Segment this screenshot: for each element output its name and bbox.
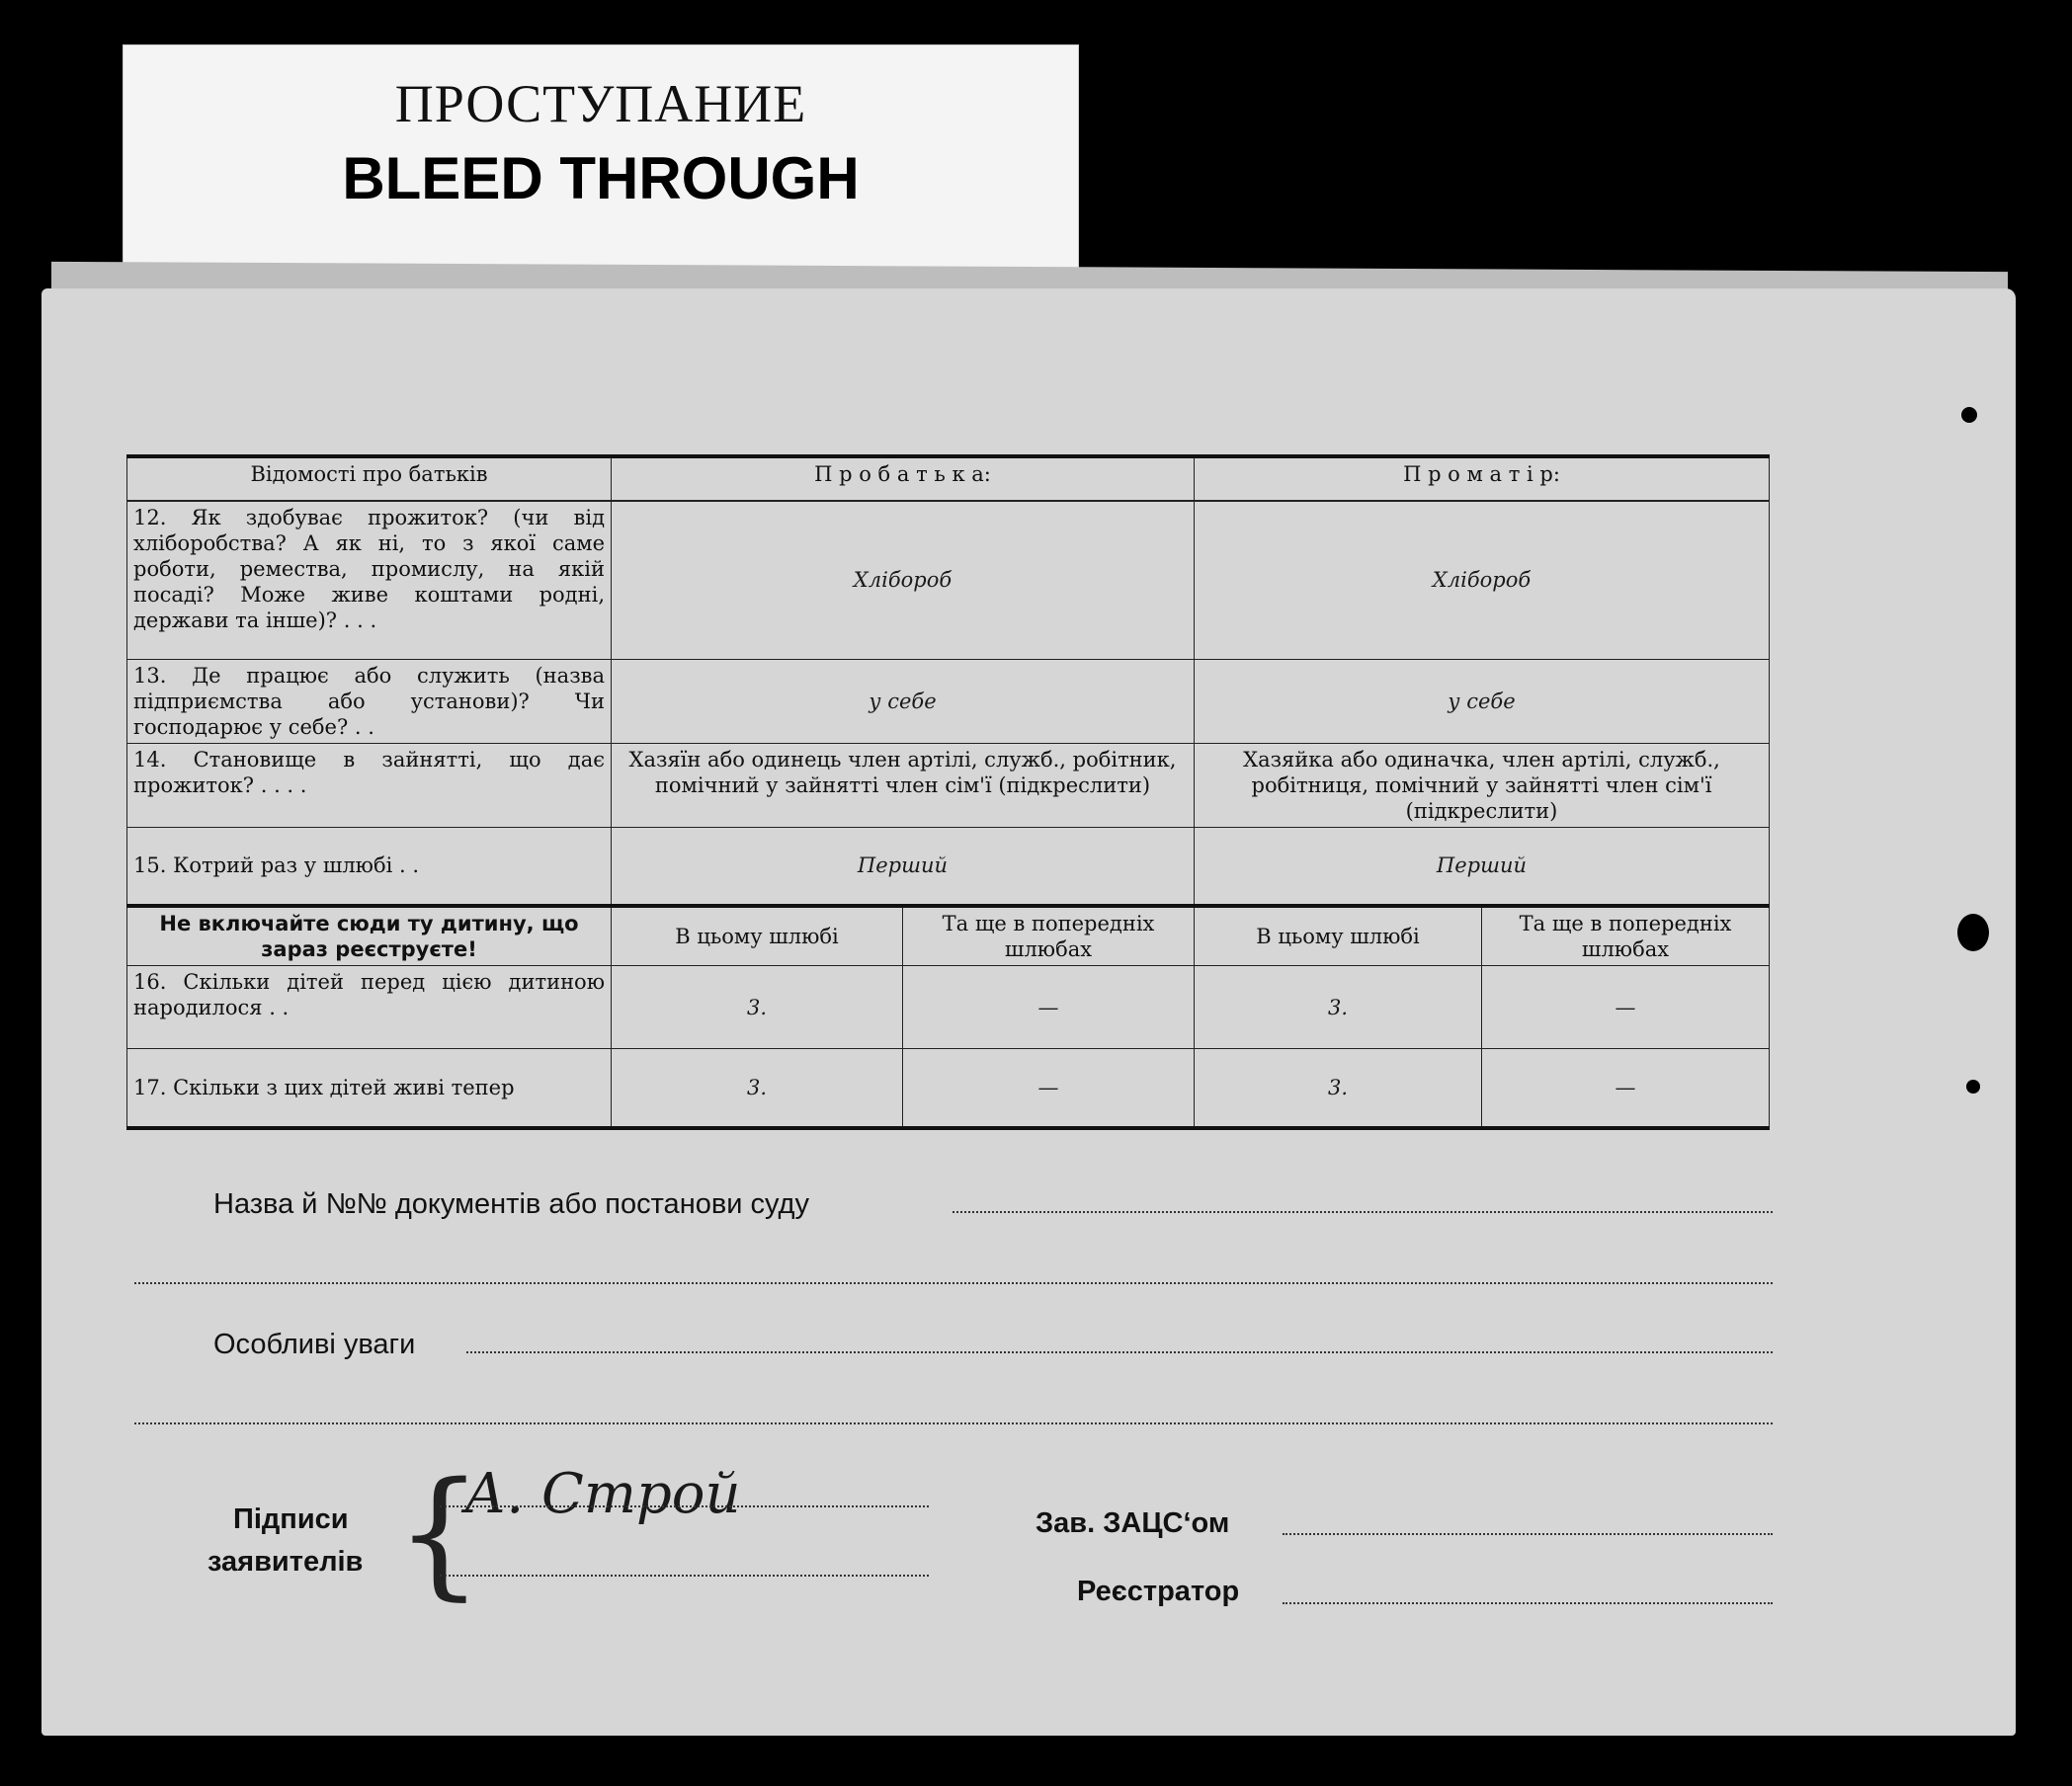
answer-16-mother-prev: —: [1482, 966, 1770, 1049]
answer-17-mother-prev: —: [1482, 1049, 1770, 1128]
punch-hole: [1966, 1080, 1980, 1094]
signature-line-1: [440, 1505, 929, 1507]
row-note: [127, 906, 1770, 966]
documents-label: Назва й №№ документів або постанови суду: [213, 1188, 809, 1220]
signatures-brace: {: [395, 1453, 484, 1614]
row-q14: [127, 743, 1770, 827]
notes-line-2: [134, 1422, 1773, 1424]
signatures-label-2: заявителів: [207, 1546, 364, 1578]
answer-15-mother: Перший: [1195, 827, 1770, 906]
answer-12-mother: Хлібороб: [1195, 501, 1770, 659]
header-parents-info: Відомості про батьків: [127, 456, 612, 501]
answer-14-father: Хазяїн або одинець член артілі, служб., робітник, помічний у зайнятті член сім'ї (підкреслити): [612, 743, 1195, 827]
answer-14-mother: Хазяйка або одиначка, член артілі, служб., робітниця, помічний у зайнятті член сім'ї (підкреслити): [1195, 743, 1770, 827]
documents-line-2: [134, 1282, 1773, 1284]
row-q12: [127, 501, 1770, 659]
answer-17-father-this: 3.: [612, 1049, 903, 1128]
bleed-through-label: [123, 44, 1079, 277]
row-q16: [127, 966, 1770, 1049]
question-14: 14. Становище в зайнятті, що дає прожиток? . . . .: [127, 743, 612, 827]
punch-hole: [1961, 407, 1977, 423]
answer-17-father-prev: —: [903, 1049, 1195, 1128]
row-q17: [127, 1049, 1770, 1128]
row-q13: [127, 659, 1770, 743]
answer-17-mother-this: 3.: [1195, 1049, 1482, 1128]
answer-16-father-this: 3.: [612, 966, 903, 1049]
father-previous-header: Та ще в попередніх шлюбах: [903, 906, 1195, 966]
punch-hole: [1957, 914, 1989, 951]
question-15: 15. Котрий раз у шлюбі . .: [127, 827, 612, 906]
head-label: Зав. ЗАЦС‘ом: [1036, 1507, 1230, 1539]
question-16: 16. Скільки дітей перед цією дитиною народилося . .: [127, 966, 612, 1049]
note-exclude-child: Не включайте сюди ту дитину, що зараз реєструєте!: [127, 906, 612, 966]
mother-this-marriage-header: В цьому шлюбі: [1195, 906, 1482, 966]
answer-15-father: Перший: [612, 827, 1195, 906]
applicant-signature: А. Строй: [464, 1462, 741, 1526]
question-12: 12. Як здобуває прожиток? (чи від хліборобства? А як ні, то з якої саме роботи, ремества, промислу, на якій посаді? Може живе коштами родні, держави та інше)? . . .: [127, 501, 612, 659]
registrar-label: Реєстратор: [1077, 1576, 1240, 1607]
answer-13-father: у себе: [612, 659, 1195, 743]
father-this-marriage-header: В цьому шлюбі: [612, 906, 903, 966]
row-q15: [127, 827, 1770, 906]
question-13: 13. Де працює або служить (назва підприємства або установи)? Чи господарює у себе? . .: [127, 659, 612, 743]
parents-table: [126, 454, 1770, 1130]
label-russian: ПРОСТУПАНИЕ: [394, 74, 807, 133]
mother-previous-header: Та ще в попередніх шлюбах: [1482, 906, 1770, 966]
parents-info-form: [126, 454, 1769, 1130]
answer-16-father-prev: —: [903, 966, 1195, 1049]
header-mother: П р о м а т і р:: [1195, 456, 1770, 501]
header-father: П р о б а т ь к а:: [612, 456, 1195, 501]
question-17: 17. Скільки з цих дітей живі тепер: [127, 1049, 612, 1128]
notes-line: [466, 1351, 1773, 1353]
signatures-label-1: Підписи: [233, 1503, 349, 1535]
documents-line: [953, 1211, 1773, 1213]
answer-16-mother-this: 3.: [1195, 966, 1482, 1049]
head-line: [1283, 1533, 1773, 1535]
answer-13-mother: у себе: [1195, 659, 1770, 743]
registrar-line: [1283, 1602, 1773, 1604]
signature-line-2: [440, 1575, 929, 1577]
label-english: BLEED THROUGH: [342, 145, 860, 211]
header-row: [127, 456, 1770, 501]
answer-12-father: Хлібороб: [612, 501, 1195, 659]
notes-label: Особливі уваги: [213, 1329, 416, 1360]
